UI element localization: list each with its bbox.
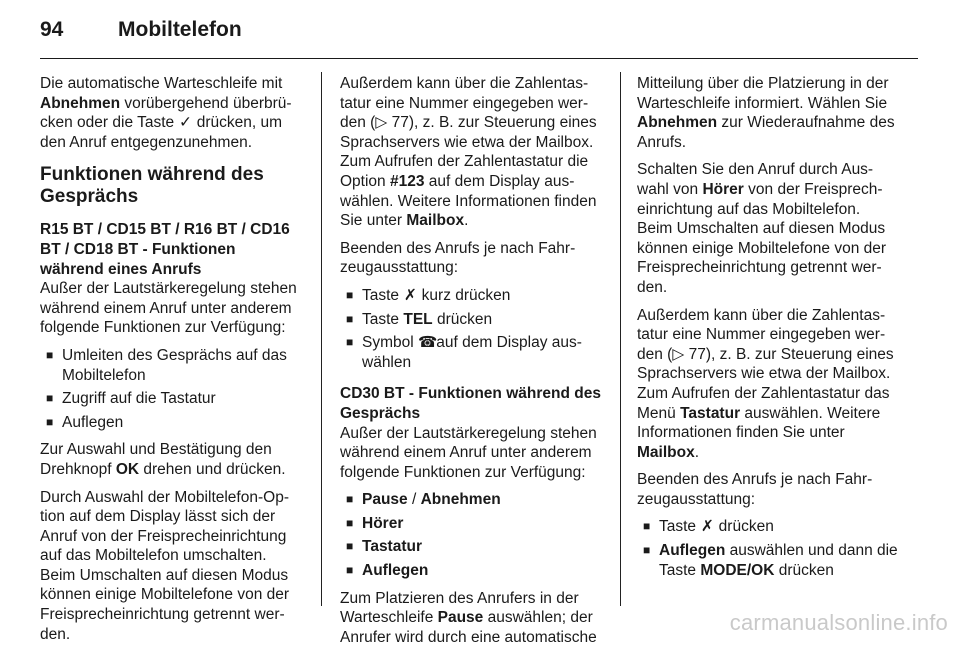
bullet-icon: ■: [46, 414, 54, 429]
phone-hangup-icon: ☎: [418, 334, 438, 352]
paragraph: Außer der Lautstärkeregelung stehen während einem Anruf unter anderem folgende Funktionen zur Verfügung:: [340, 424, 597, 481]
page-title: Mobiltelefon: [118, 18, 242, 41]
subsection-heading: R15 BT / CD15 BT / R16 BT / CD16 BT / CD18 BT - Funktionen während eines Anrufs: [40, 221, 290, 278]
bullet-icon: ■: [346, 515, 354, 530]
list-item: ■ Hörer: [346, 514, 404, 532]
call-accept-icon: ✓: [178, 114, 192, 132]
paragraph: Mitteilung über die Platzierung in der Warteschleife informiert. Wählen Sie Abnehmen zur Wiederaufnahme des Anrufs.: [637, 75, 895, 151]
list-item: ■ Tastatur: [346, 538, 423, 556]
bullet-icon: ■: [46, 347, 54, 362]
column-2: [340, 74, 602, 655]
header-rule: [40, 58, 918, 59]
list-item: ■ Umleiten des Gesprächs auf das Mobiltelefon: [46, 346, 287, 384]
list-item: ■ Auflegen: [46, 413, 124, 431]
page-header: [40, 18, 242, 48]
list-item: ■ Taste TEL drücken: [346, 310, 493, 328]
paragraph: Außerdem kann über die Zahlentas-tatur eine Nummer eingegeben wer-den (▷ 77), z. B. zur Steuerung eines Sprachservers wie etwa der Mailbox. Zum Aufrufen der Zahlentastatur das Menü Tastatur auswählen. Weitere Informationen finden Sie unter Mailbox.: [637, 306, 894, 461]
column-3: [637, 74, 899, 588]
paragraph: Zum Platzieren des Anrufers in der Warteschleife Pause auswählen; der Anrufer wird durch eine automatische: [340, 589, 597, 646]
page-reference-icon: ▷: [672, 345, 685, 363]
bullet-icon: ■: [346, 311, 354, 326]
column-divider-1: [321, 72, 322, 606]
watermark: carmanualsonline.info: [729, 610, 948, 635]
page-number: 94: [40, 18, 64, 41]
bullet-icon: ■: [346, 287, 354, 302]
bullet-icon: ■: [346, 539, 354, 554]
section-heading: Funktionen während des Gesprächs: [40, 164, 264, 208]
bullet-icon: ■: [46, 391, 54, 406]
bullet-icon: ■: [643, 519, 651, 534]
subsection-heading: CD30 BT - Funktionen während des Gesprächs: [340, 385, 601, 422]
paragraph: Beenden des Anrufs je nach Fahr-zeugausstattung:: [637, 471, 873, 508]
bullet-list: [40, 346, 302, 432]
bullet-list: [340, 286, 602, 372]
column-1: [40, 74, 302, 652]
paragraph: Die automatische Warteschleife mit Abnehmen vorübergehend überbrü-cken oder die Taste ✓ drücken, um den Anruf entgegenzunehmen.: [40, 75, 292, 151]
list-item: ■ Taste ✗ kurz drücken: [346, 286, 511, 304]
list-item: ■ Auflegen auswählen und dann die Taste MODE/OK drücken: [643, 542, 898, 579]
paragraph: Zur Auswahl und Bestätigung den Drehknopf OK drehen und drücken.: [40, 441, 286, 478]
hang-up-icon: ✗: [403, 286, 417, 304]
list-item: ■ Zugriff auf die Tastatur: [46, 390, 216, 408]
bullet-icon: ■: [346, 492, 354, 507]
paragraph: Schalten Sie den Anruf durch Aus-wahl von Hörer von der Freisprech-einrichtung auf das Mobiltelefon. Beim Umschalten auf diesen Modus können einige Mobiltelefone von der Freisprecheinrichtung getrennt wer-den.: [637, 161, 887, 296]
list-item: ■ Symbol ☎ auf dem Display aus-wählen: [346, 334, 582, 371]
bullet-list: [340, 490, 602, 580]
bullet-icon: ■: [346, 335, 354, 350]
page-reference-icon: ▷: [375, 114, 388, 132]
list-item: ■ Auflegen: [346, 562, 429, 580]
bullet-icon: ■: [346, 563, 354, 578]
paragraph: Beenden des Anrufs je nach Fahr-zeugausstattung:: [340, 239, 576, 277]
bullet-list: [637, 517, 899, 580]
paragraph: Durch Auswahl der Mobiltelefon-Op-tion auf dem Display lässt sich der Anruf von der Freisprecheinrichtung auf das Mobiltelefon umschalten. Beim Umschalten auf diesen Modus können einige Mobiltelefone von der Freisprecheinrichtung getrennt wer-den.: [40, 488, 290, 643]
list-item: ■ Pause / Abnehmen: [346, 491, 501, 509]
column-divider-2: [620, 72, 621, 606]
list-item: ■ Taste ✗ drücken: [643, 518, 774, 536]
bullet-icon: ■: [643, 543, 651, 558]
paragraph: Außer der Lautstärkeregelung stehen während einem Anruf unter anderem folgende Funktionen zur Verfügung:: [40, 280, 297, 337]
paragraph: Außerdem kann über die Zahlentas-tatur eine Nummer eingegeben wer-den (▷ 77), z. B. zur Steuerung eines Sprachservers wie etwa der Mailbox. Zum Aufrufen der Zahlentastatur die Option #123 auf dem Display aus-wählen. Weitere Informationen finden Sie unter Mailbox.: [340, 75, 597, 230]
hang-up-icon: ✗: [700, 518, 714, 536]
